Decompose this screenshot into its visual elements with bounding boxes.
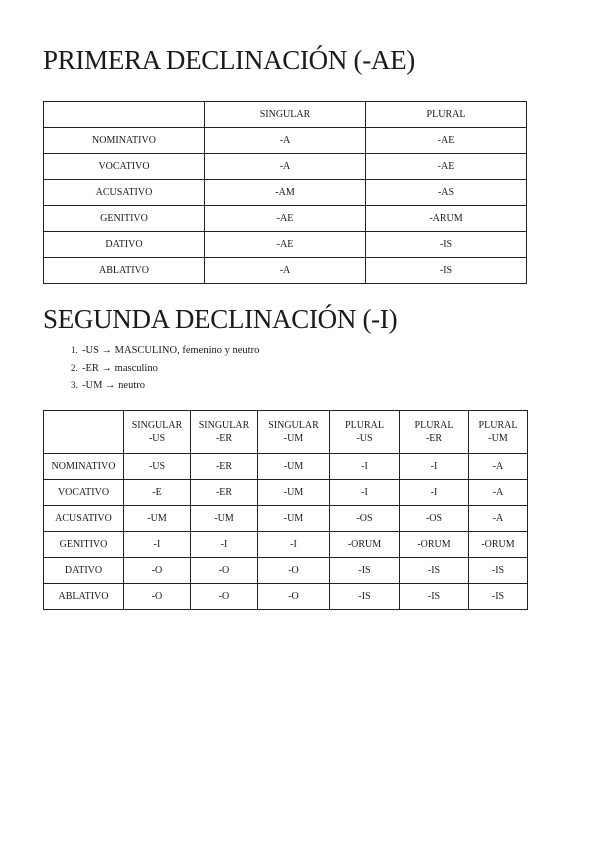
- case-label: DATIVO: [44, 558, 124, 584]
- ending-cell: -O: [124, 584, 191, 610]
- ending-cell: -UM: [258, 506, 330, 532]
- ending-cell: -A: [205, 258, 366, 284]
- case-label: NOMINATIVO: [44, 128, 205, 154]
- table-row: [44, 506, 528, 532]
- ending-cell: -AE: [366, 154, 527, 180]
- header-cell: [258, 411, 330, 454]
- header-ending: -ER: [215, 433, 233, 444]
- case-label: NOMINATIVO: [44, 454, 124, 480]
- ending-cell: -AM: [205, 180, 366, 206]
- ending-cell: -IS: [469, 558, 528, 584]
- table-row: [44, 558, 528, 584]
- header-cell: [400, 411, 469, 454]
- case-label: VOCATIVO: [44, 154, 205, 180]
- header-number: SINGULAR: [268, 420, 319, 431]
- ending-cell: -I: [400, 454, 469, 480]
- list-item: 3. -UM → neutro: [80, 377, 259, 395]
- header-number: SINGULAR: [198, 420, 250, 431]
- table-row: [44, 232, 527, 258]
- ending-cell: -O: [258, 584, 330, 610]
- case-label: ABLATIVO: [44, 584, 124, 610]
- header-cell: [330, 411, 400, 454]
- header-number: PLURAL: [478, 420, 518, 431]
- ending-cell: -I: [330, 454, 400, 480]
- segunda-declinacion-table: [43, 410, 528, 610]
- header-ending: -UM: [488, 433, 508, 444]
- ending-cell: -A: [205, 128, 366, 154]
- ending-cell: -IS: [400, 558, 469, 584]
- ending-cell: -ER: [191, 480, 258, 506]
- header-ending: -UM: [283, 433, 304, 444]
- ending-cell: -US: [124, 454, 191, 480]
- case-label: ACUSATIVO: [44, 506, 124, 532]
- table-header-row: [44, 411, 528, 454]
- ending-cell: -ORUM: [400, 532, 469, 558]
- ending-cell: -AE: [366, 128, 527, 154]
- ending-cell: -A: [469, 454, 528, 480]
- table-row: [44, 258, 527, 284]
- ending-cell: -E: [124, 480, 191, 506]
- ending-cell: -O: [191, 584, 258, 610]
- table-row: [44, 128, 527, 154]
- ending-cell: -A: [205, 154, 366, 180]
- header-ending: -ER: [425, 433, 443, 444]
- ending-cell: -UM: [258, 480, 330, 506]
- primera-declinacion-title: PRIMERA DECLINACIÓN (-AE): [43, 45, 415, 75]
- header-number: PLURAL: [414, 420, 454, 431]
- table-row: [44, 454, 528, 480]
- case-label: ACUSATIVO: [44, 180, 205, 206]
- ending-cell: -AE: [205, 232, 366, 258]
- header-ending: -US: [356, 433, 373, 444]
- case-label: GENITIVO: [44, 532, 124, 558]
- ending-cell: -IS: [400, 584, 469, 610]
- ending-cell: -O: [258, 558, 330, 584]
- header-number: SINGULAR: [131, 420, 183, 431]
- table-row: [44, 532, 528, 558]
- ending-cell: -I: [191, 532, 258, 558]
- ending-cell: -IS: [330, 584, 400, 610]
- table-row: [44, 154, 527, 180]
- segunda-declinacion-title: SEGUNDA DECLINACIÓN (-I): [43, 304, 398, 334]
- ending-cell: -I: [258, 532, 330, 558]
- header-cell: PLURAL: [366, 102, 527, 128]
- case-label: GENITIVO: [44, 206, 205, 232]
- header-cell: SINGULAR: [205, 102, 366, 128]
- ending-cell: -ORUM: [469, 532, 528, 558]
- ending-cell: -I: [330, 480, 400, 506]
- ending-cell: -ARUM: [366, 206, 527, 232]
- ending-cell: -ORUM: [330, 532, 400, 558]
- ending-cell: -O: [191, 558, 258, 584]
- header-cell: [44, 102, 205, 128]
- ending-cell: -I: [124, 532, 191, 558]
- header-ending: -US: [148, 433, 166, 444]
- ending-cell: -UM: [124, 506, 191, 532]
- table-row: [44, 180, 527, 206]
- ending-cell: -IS: [330, 558, 400, 584]
- table-row: [44, 584, 528, 610]
- table-row: [44, 206, 527, 232]
- header-cell: [124, 411, 191, 454]
- ending-cell: -OS: [400, 506, 469, 532]
- header-cell: [44, 411, 124, 454]
- header-cell: [469, 411, 528, 454]
- header-cell: [191, 411, 258, 454]
- ending-cell: -A: [469, 480, 528, 506]
- ending-cell: -IS: [469, 584, 528, 610]
- ending-cell: -AE: [205, 206, 366, 232]
- ending-cell: -O: [124, 558, 191, 584]
- ending-cell: -AS: [366, 180, 527, 206]
- ending-cell: -IS: [366, 232, 527, 258]
- table-header-row: [44, 102, 527, 128]
- case-label: VOCATIVO: [44, 480, 124, 506]
- case-label: ABLATIVO: [44, 258, 205, 284]
- table-row: [44, 480, 528, 506]
- ending-cell: -UM: [191, 506, 258, 532]
- ending-cell: -UM: [258, 454, 330, 480]
- ending-cell: -OS: [330, 506, 400, 532]
- ending-cell: -A: [469, 506, 528, 532]
- gender-notes-list: [59, 342, 259, 395]
- ending-cell: -ER: [191, 454, 258, 480]
- list-item: 2. -ER → masculino: [80, 360, 259, 378]
- ending-cell: -I: [400, 480, 469, 506]
- case-label: DATIVO: [44, 232, 205, 258]
- header-number: PLURAL: [345, 420, 384, 431]
- list-item: 1. -US → MASCULINO, femenino y neutro: [80, 342, 259, 360]
- ending-cell: -IS: [366, 258, 527, 284]
- primera-declinacion-table: [43, 101, 527, 284]
